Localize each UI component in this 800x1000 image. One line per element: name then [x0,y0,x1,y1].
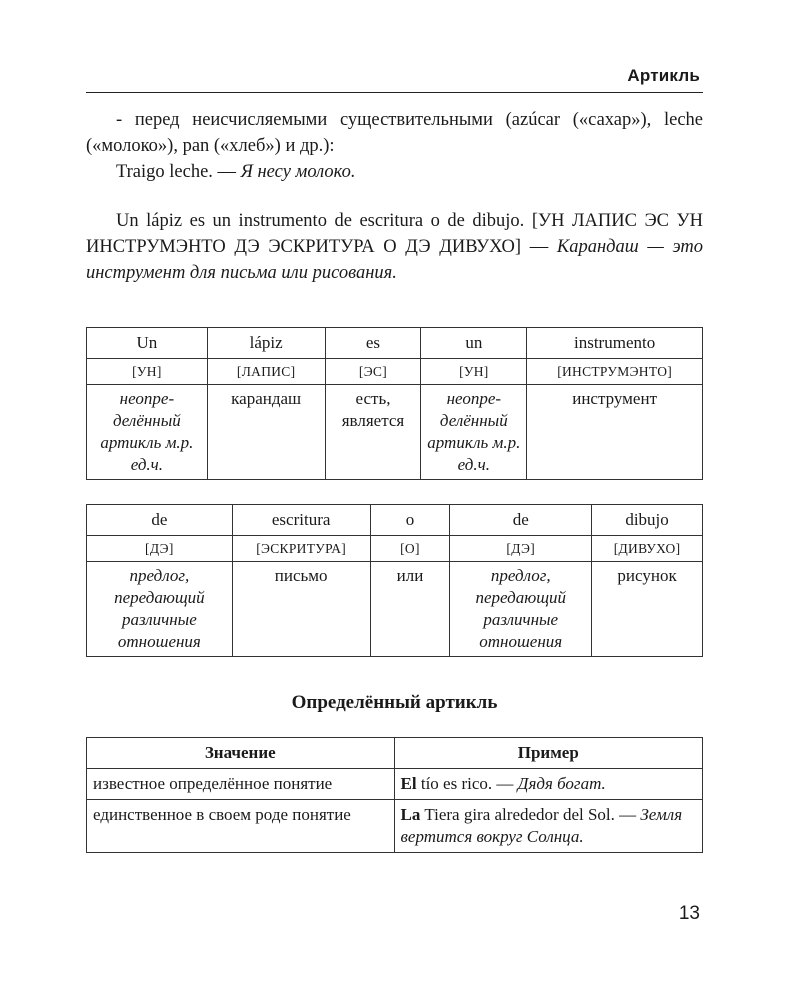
sentence-spanish: Un lápiz es un instrumento de escritura o de dibujo. [УН ЛАПИС ЭС УН ИНСТРУМЭНТО ДЭ ЭСКРИТУРА О ДЭ ДИВУХО] [86,211,703,257]
page-number: 13 [678,903,700,924]
word-cell: o [370,505,450,536]
article-word: La [400,805,421,824]
transcription-cell: [ЛАПИС] [207,359,325,385]
meaning-cell: неопре-делённый артикль м.р. ед.ч. [87,385,208,480]
example-russian: Земля вертится вокруг Солнца. [400,805,683,846]
meaning-cell: неопре-делённый артикль м.р. ед.ч. [421,385,527,480]
column-header: Пример [394,738,702,769]
word-cell: dibujo [592,505,703,536]
word-cell: de [87,505,233,536]
word-table-1 [86,327,703,480]
meaning-cell: единственное в своем роде понятие [87,800,395,853]
intro-example [86,159,703,185]
word-cell: lápiz [207,328,325,359]
sentence-dash: — [521,237,557,257]
transcription-cell: [ЭС] [325,359,421,385]
example-sentence [86,208,703,286]
meaning-cell: инструмент [527,385,703,480]
transcription-cell: [УН] [421,359,527,385]
section-title: Определённый артикль [291,692,498,713]
article-word: El [400,774,417,793]
meaning-cell: известное определённое понятие [87,769,395,800]
example-spanish: Tiera gira alrededor del Sol. — [420,805,641,824]
transcription-cell: [О] [370,536,450,562]
example-cell [394,769,702,800]
meaning-cell: предлог, передающий различные отношения [450,562,592,657]
meaning-cell: предлог, передающий различные отношения [87,562,233,657]
meaning-cell: есть, является [325,385,421,480]
header-rule [86,92,703,93]
example-spanish: Traigo leche. — [116,162,241,182]
example-spanish: tío es rico. — [416,774,518,793]
meaning-cell: рисунок [592,562,703,657]
example-cell [394,800,702,853]
intro-paragraph [86,107,703,185]
word-cell: instrumento [527,328,703,359]
word-cell: escritura [232,505,370,536]
definite-article-table [86,737,703,853]
example-russian: Дядя богат. [517,774,606,793]
word-table-2 [86,504,703,657]
transcription-cell: [УН] [87,359,208,385]
meaning-cell: или [370,562,450,657]
table-row [87,769,703,800]
running-header: Артикль [627,66,700,85]
intro-line: - перед неисчисляемыми существительными (azúcar («сахар»), leche («молоко»), pan («хлеб») и др.): [86,110,703,156]
transcription-cell: [ИНСТРУМЭНТО] [527,359,703,385]
word-cell: es [325,328,421,359]
transcription-cell: [ЭСКРИТУРА] [232,536,370,562]
example-russian: Я несу молоко. [240,162,356,182]
word-cell: de [450,505,592,536]
transcription-cell: [ДЭ] [450,536,592,562]
sentence-translation: Карандаш — это инструмент для письма или рисования. [86,237,703,283]
meaning-cell: письмо [232,562,370,657]
transcription-cell: [ДЭ] [87,536,233,562]
meaning-cell: карандаш [207,385,325,480]
word-cell: un [421,328,527,359]
column-header: Значение [87,738,395,769]
table-row [87,800,703,853]
transcription-cell: [ДИВУХО] [592,536,703,562]
word-cell: Un [87,328,208,359]
